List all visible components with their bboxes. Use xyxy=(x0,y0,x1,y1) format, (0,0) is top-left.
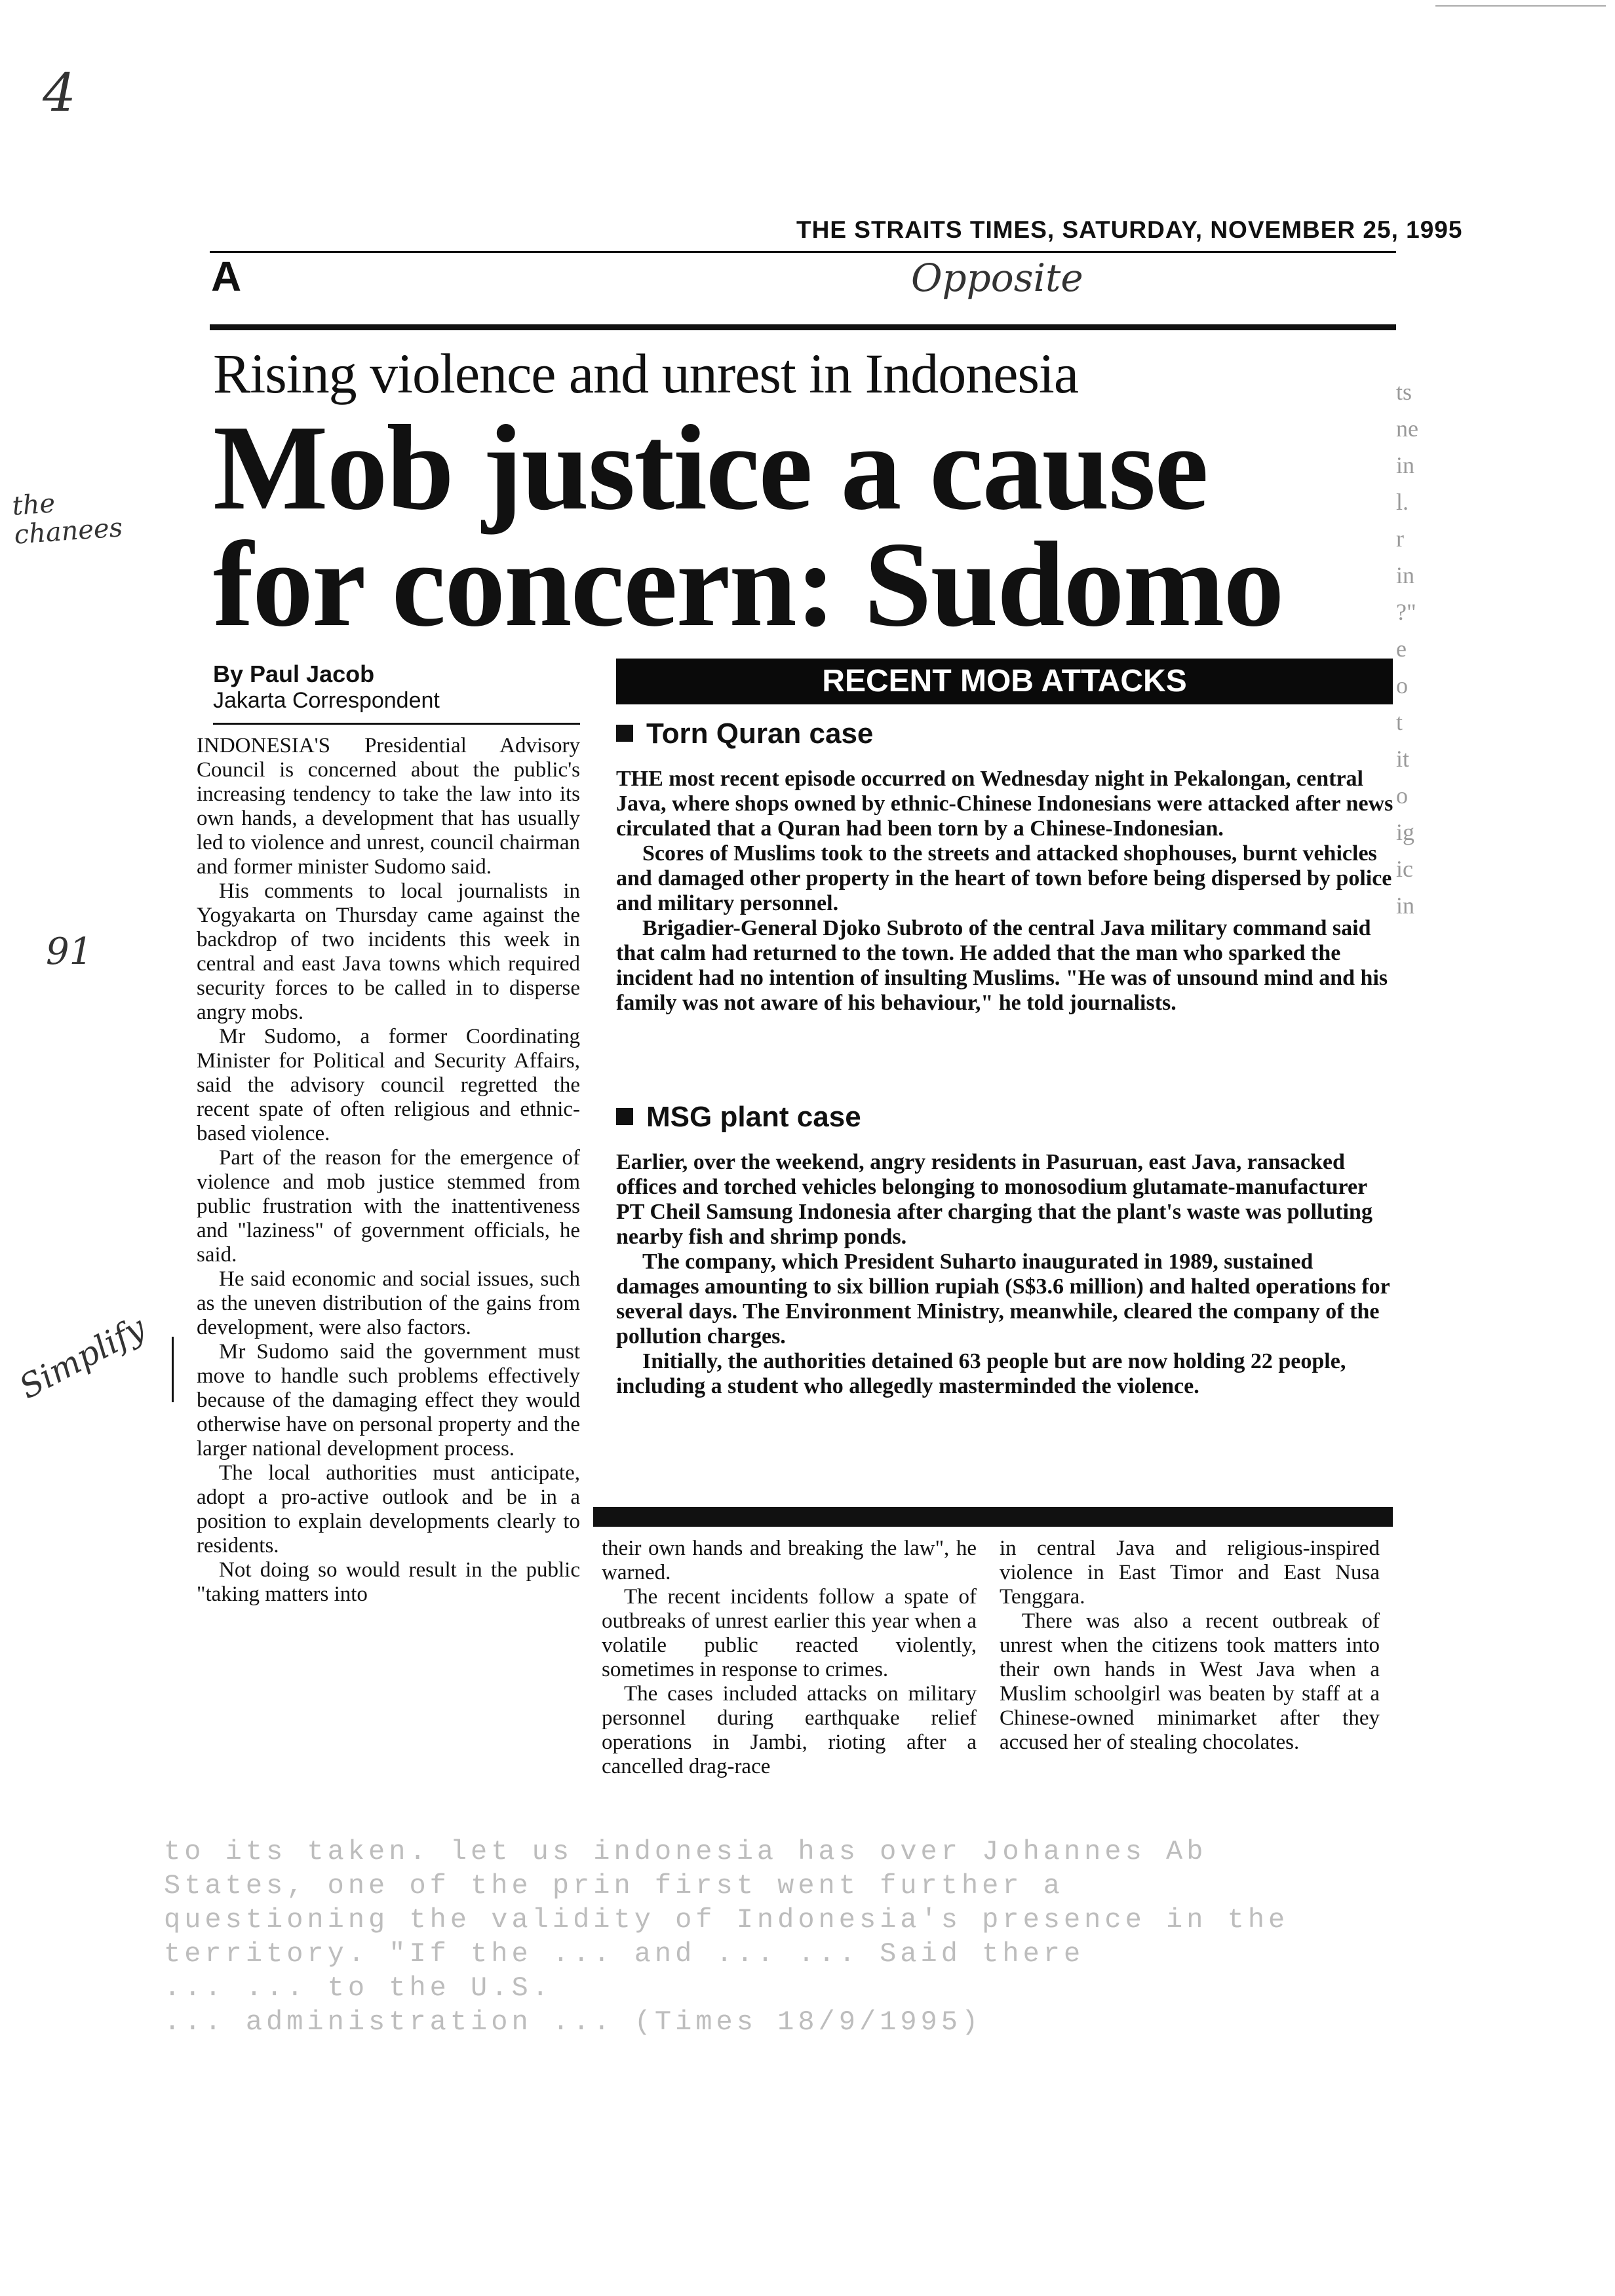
sidebar-paragraph: The company, which President Suharto inaugurated in 1989, sustained damages amounting to six billion rupiah (S$3.6 million) and halted operations for several days. The Environment Ministry, meanwhile, cleared the company of the pollution charges. xyxy=(616,1250,1390,1349)
article-paragraph: INDONESIA'S Presidential Advisory Council is concerned about the public's increasing tendency to take the law into its own hands, a development that has usually led to violence and unrest, council chairman and former minister Sudomo said. xyxy=(197,734,580,879)
masthead-rule-top xyxy=(210,251,1396,253)
subhead-text: Torn Quran case xyxy=(646,718,874,750)
margin-fragment: o xyxy=(1396,782,1408,809)
article-paragraph: His comments to local journalists in Yogyakarta on Thursday came against the backdrop of two incidents this week in central and east Java towns which required security forces to be called in to disperse angry mobs. xyxy=(197,879,580,1024)
article-paragraph: The cases included attacks on military personnel during earthquake relief operations in Jambi, rioting after a cancelled drag-race xyxy=(602,1682,977,1778)
margin-fragment: e xyxy=(1396,636,1407,662)
handwritten-simplify-note: Simplify xyxy=(13,1309,152,1407)
section-letter: A xyxy=(211,253,242,300)
margin-fragment: in xyxy=(1396,562,1415,588)
article-paragraph: their own hands and breaking the law", he warned. xyxy=(602,1537,977,1584)
headline: Mob justice a cause for concern: Sudomo xyxy=(213,400,1283,652)
handwritten-mark: 91 xyxy=(46,930,93,973)
sidebar-paragraph: Earlier, over the weekend, angry residents in Pasuruan, east Java, ransacked offices and torched vehicles belonging to monosodium glutamate-manufacturer PT Cheil Samsung Indonesia after charging that the plant's waste was polluting nearby fish and shrimp ponds. xyxy=(616,1150,1372,1249)
article-paragraph: The local authorities must anticipate, adopt a pro-active outlook and be in a position to explain developments clearly to residents. xyxy=(197,1461,580,1558)
margin-fragment: it xyxy=(1396,746,1410,772)
handwritten-page-number: 4 xyxy=(43,62,76,123)
margin-fragment: ne xyxy=(1396,415,1418,442)
sidebar-banner: RECENT MOB ATTACKS xyxy=(616,659,1393,704)
bleed-line: to its taken. let us indonesia has over Johannes Ab xyxy=(164,1836,1207,1867)
article-middle-column xyxy=(602,1537,977,1779)
sidebar-paragraph: THE most recent episode occurred on Wednesday night in Pekalongan, central Java, where shops owned by ethnic-Chinese Indonesians were attacked after news circulated that a Quran had been torn by a Chinese-Indonesian. xyxy=(616,767,1393,841)
bleed-line: States, one of the prin first went further a xyxy=(164,1870,1064,1902)
dateline: THE STRAITS TIMES, SATURDAY, NOVEMBER 25, 1995 xyxy=(796,216,1463,243)
margin-fragment: o xyxy=(1396,672,1408,698)
byline-rule xyxy=(213,723,580,725)
article-paragraph: in central Java and religious-inspired violence in East Timor and East Nusa Tenggara. xyxy=(1000,1537,1380,1609)
margin-fragment: ig xyxy=(1396,819,1415,845)
bleed-line: ... administration ... (Times 18/9/1995) xyxy=(164,2006,983,2038)
margin-fragment: in xyxy=(1396,452,1415,478)
handwritten-header-scribble: Opposite xyxy=(911,256,1083,300)
margin-fragment: l. xyxy=(1396,489,1409,515)
handwritten-margin-note: the chanees xyxy=(11,488,124,550)
sidebar-paragraph: Initially, the authorities detained 63 people but are now holding 22 people, including a student who allegedly masterminded the violence. xyxy=(616,1349,1346,1398)
bleed-line: territory. "If the ... and ... ... Said there xyxy=(164,1938,1085,1970)
sidebar-bottom-rule xyxy=(593,1507,1393,1527)
sidebar-case1-text xyxy=(616,767,1396,1016)
bleed-line: ... ... to the U.S. xyxy=(164,1972,553,2004)
article-paragraph: He said economic and social issues, such as the uneven distribution of the gains from development, were also factors. xyxy=(197,1267,580,1339)
subhead-text: MSG plant case xyxy=(646,1101,861,1133)
bullet-square-icon xyxy=(616,1108,633,1125)
margin-fragment: ?" xyxy=(1396,599,1416,625)
article-paragraph: Mr Sudomo, a former Coordinating Minister for Political and Security Affairs, said the advisory council regretted the recent spate of often religious and ethnic-based violence. xyxy=(197,1025,580,1145)
sidebar-subhead-torn-quran xyxy=(616,718,873,750)
bleed-line: questioning the validity of Indonesia's presence in the xyxy=(164,1904,1289,1936)
right-margin-fragments xyxy=(1396,373,1449,924)
margin-marker-line xyxy=(172,1337,174,1402)
margin-fragment: in xyxy=(1396,892,1415,919)
sidebar-paragraph: Brigadier-General Djoko Subroto of the central Java military command said that calm had returned to the town. He added that the man who sparked the incident had no intention of insulting Muslims. "He was of unsound mind and his family was not aware of his behaviour," he told journalists. xyxy=(616,916,1388,1015)
article-paragraph: Part of the reason for the emergence of violence and mob justice stemmed from public frustration with the inattentiveness and "laziness" of government officials, he said. xyxy=(197,1146,580,1267)
article-paragraph: Mr Sudomo said the government must move to handle such problems effectively because of the damaging effect they would otherwise have on personal property and the larger national development process. xyxy=(197,1340,580,1461)
corner-rule xyxy=(1435,5,1606,7)
byline-name: By Paul Jacob xyxy=(213,660,375,687)
masthead-rule-bottom xyxy=(210,324,1396,330)
kicker: Rising violence and unrest in Indonesia xyxy=(213,342,1078,405)
margin-fragment: r xyxy=(1396,526,1404,552)
sidebar-subhead-msg-plant xyxy=(616,1101,861,1134)
byline-role: Jakarta Correspondent xyxy=(213,688,440,713)
margin-fragment: ic xyxy=(1396,856,1413,882)
margin-fragment: t xyxy=(1396,709,1403,735)
sidebar-case2-text xyxy=(616,1150,1396,1399)
bleed-through-text xyxy=(164,1835,1475,2039)
article-paragraph: The recent incidents follow a spate of outbreaks of unrest earlier this year when a volatile public reacted violently, sometimes in response to crimes. xyxy=(602,1585,977,1681)
article-right-column xyxy=(1000,1537,1380,1755)
article-left-column xyxy=(197,734,580,1607)
article-paragraph: Not doing so would result in the public "taking matters into xyxy=(197,1558,580,1606)
bullet-square-icon xyxy=(616,725,633,742)
article-paragraph: There was also a recent outbreak of unrest when the citizens took matters into their own hands in West Java when a Muslim schoolgirl was beaten by staff at a Chinese-owned minimarket after they accused her of stealing chocolates. xyxy=(1000,1609,1380,1754)
sidebar-paragraph: Scores of Muslims took to the streets and attacked shophouses, burnt vehicles and damaged other property in the heart of town before being dispersed by police and military personnel. xyxy=(616,841,1392,915)
margin-fragment: ts xyxy=(1396,379,1412,405)
